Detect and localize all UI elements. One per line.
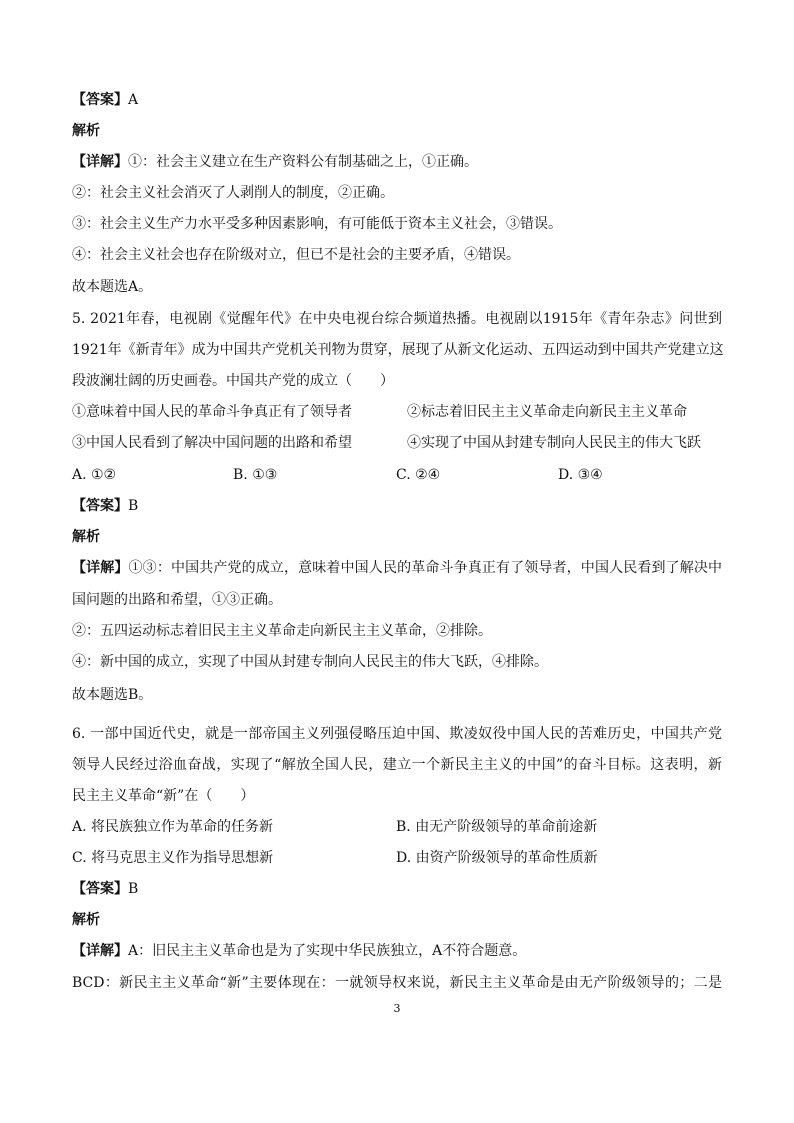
answer-value: A [128,92,139,108]
q4-detail-line-4: ④：社会主义社会也存在阶级对立，但已不是社会的主要矛盾，④错误。 [72,247,520,263]
q5-statement-3: ③中国人民看到了解决中国问题的出路和希望 [72,435,352,451]
q5-detail-line-3: ②：五四运动标志着旧民主主义革命走向新民主主义革命，②排除。 [72,623,492,639]
detail-tag: 【详解】 [72,943,128,959]
q5-statement-1: ①意味着中国人民的革命斗争真正有了领导者 [72,404,352,420]
q6-detail-line-2: BCD：新民主主义革命“新”主要体现在：一就领导权来说，新民主主义革命是由无产阶级领导的；二是 [72,975,722,991]
page-number: 3 [393,1002,401,1015]
q4-analysis-heading: 解析 [72,123,100,139]
q5-option-b: B. ①③ [233,467,278,483]
detail-tag: 【详解】 [72,560,129,576]
q5-analysis-heading: 解析 [72,529,100,545]
q6-answer-line [72,879,138,899]
q5-option-d: D. ③④ [558,467,603,483]
answer-tag: 【答案】 [72,498,128,514]
q5-option-c: C. ②④ [396,467,441,483]
q5-stem-line-3: 段波澜壮阔的历史画卷。中国共产党的成立（ ） [72,373,394,389]
detail-text: A：旧民主主义革命也是为了实现中华民族独立，A不符合题意。 [128,943,527,959]
q4-conclusion: 故本题选A。 [72,279,153,295]
answer-tag: 【答案】 [72,92,128,108]
q4-answer-line [72,90,138,110]
detail-tag: 【详解】 [72,154,128,170]
q6-option-b: B. 由无产阶级领导的革命前途新 [396,819,598,835]
q6-stem-line-2: 领导人民经过浴血奋战，实现了“解放全国人民，建立一个新民主主义的中国”的奋斗目标。这表明，新 [72,757,722,773]
q5-detail-line-4: ④：新中国的成立，实现了中国从封建专制向人民民主的伟大飞跃，④排除。 [72,654,548,670]
q6-stem-line-1: 6. 一部中国近代史，就是一部帝国主义列强侵略压迫中国、欺凌奴役中国人民的苦难历史，中国共产党 [72,726,722,742]
q4-detail-line-3: ③：社会主义生产力水平受多种因素影响，有可能低于资本主义社会，③错误。 [72,216,562,232]
answer-value: B [128,498,139,514]
q5-stem-line-1: 5. 2021年春，电视剧《觉醒年代》在中央电视台综合频道热播。电视剧以1915年《青年杂志》问世到 [72,311,722,327]
q6-option-a: A. 将民族独立作为革命的任务新 [72,819,274,835]
q5-detail-line-1 [72,558,722,578]
q6-option-c: C. 将马克思主义作为指导思想新 [72,850,274,866]
q5-answer-line [72,496,138,516]
q5-detail-line-2: 国问题的出路和希望，①③正确。 [72,592,282,608]
q5-conclusion: 故本题选B。 [72,687,153,703]
answer-value: B [128,881,139,897]
q6-option-d: D. 由资产阶级领导的革命性质新 [396,850,598,866]
detail-text: ①：社会主义建立在生产资料公有制基础之上，①正确。 [128,154,478,170]
q6-detail-line-1 [72,941,526,961]
q6-stem-line-3: 民主主义革命“新”在（ ） [72,788,255,804]
answer-tag: 【答案】 [72,881,128,897]
q5-stem-line-2: 1921年《新青年》成为中国共产党机关刊物为贯穿，展现了从新文化运动、五四运动到中国共产党建立这 [72,342,724,358]
q6-analysis-heading: 解析 [72,912,100,928]
q5-statement-2: ②标志着旧民主主义革命走向新民主主义革命 [407,404,687,420]
q4-detail-line-2: ②：社会主义社会消灭了人剥削人的制度，②正确。 [72,185,394,201]
q4-detail-line-1 [72,152,478,172]
detail-text: ①③：中国共产党的成立，意味着中国人民的革命斗争真正有了领导者，中国人民看到了解决中 [128,560,723,576]
q5-statement-4: ④实现了中国从封建专制向人民民主的伟大飞跃 [407,435,701,451]
q5-option-a: A. ①② [72,467,117,483]
